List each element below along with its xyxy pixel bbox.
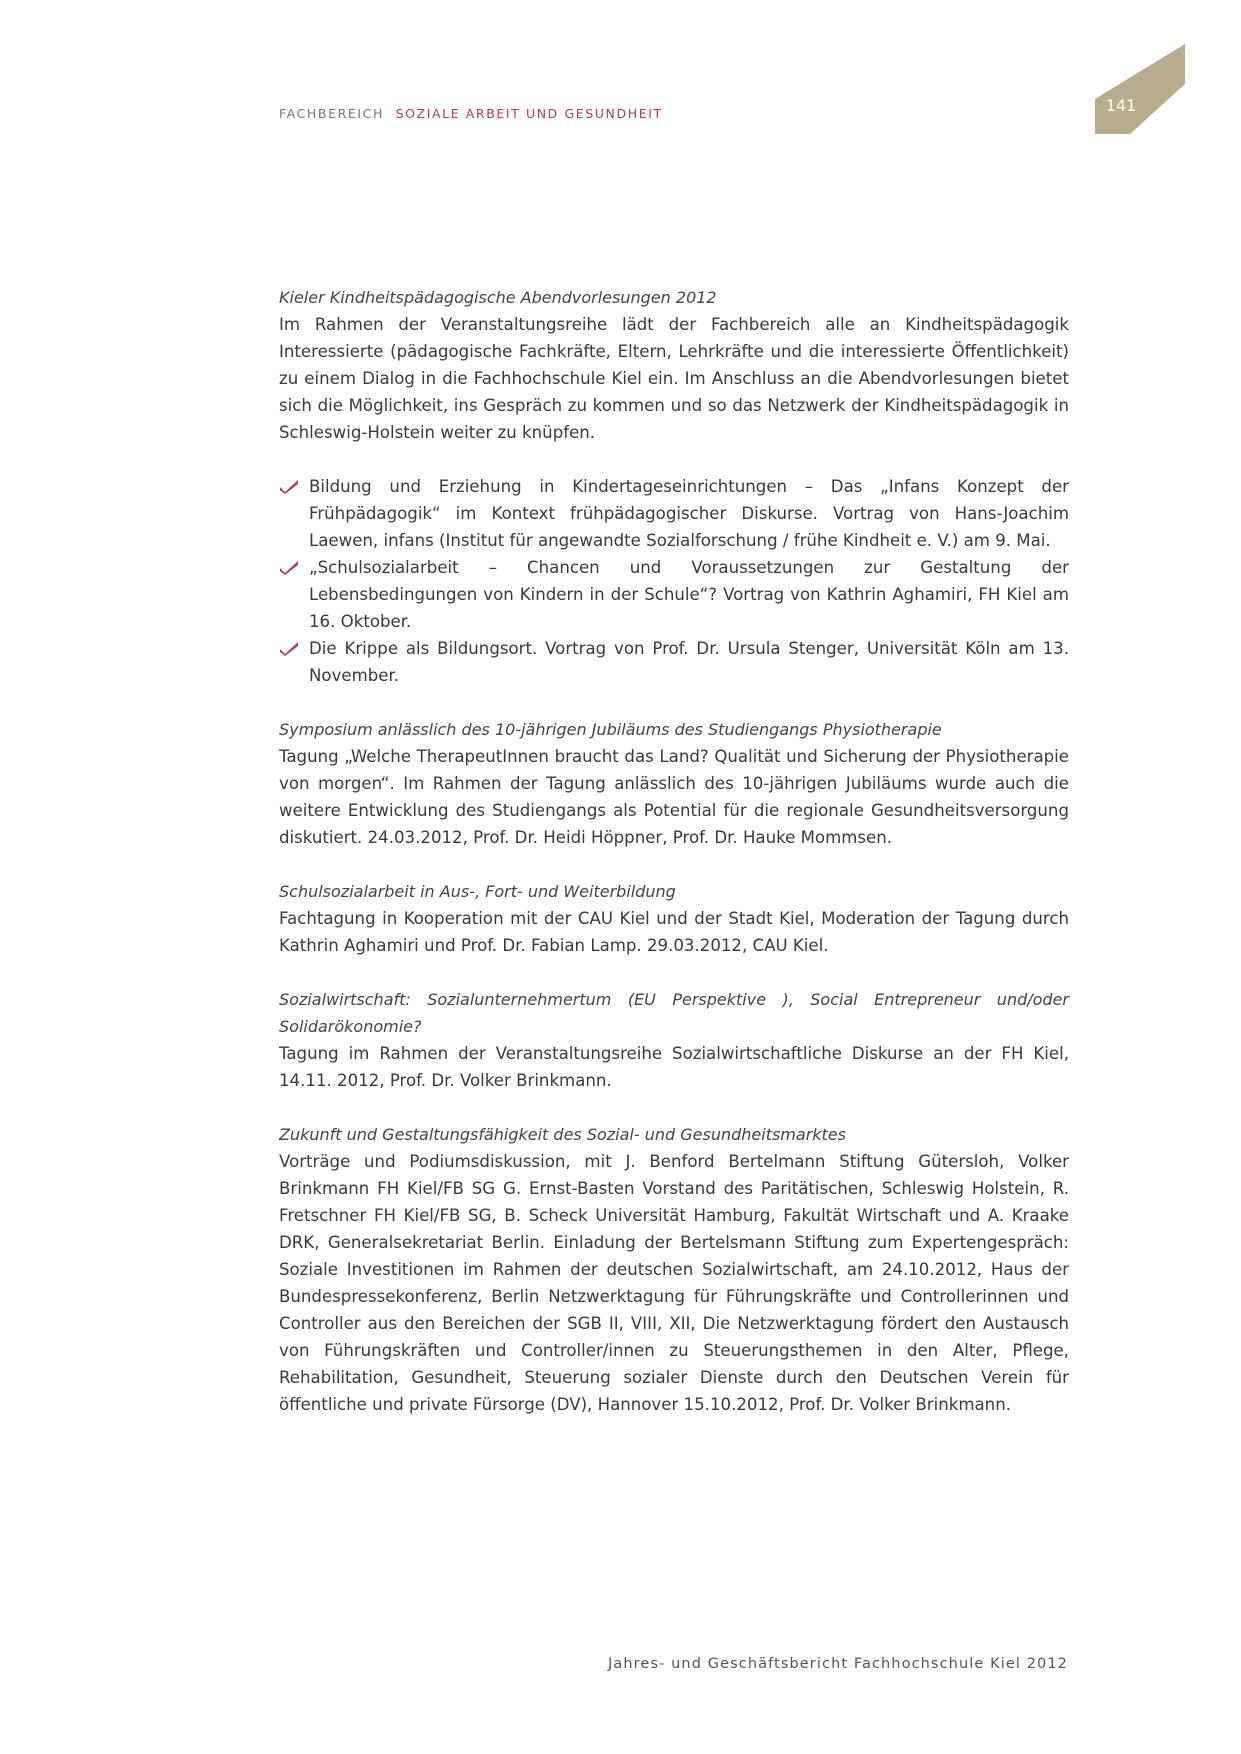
- running-header: [279, 106, 663, 121]
- list-item-text: Die Krippe als Bildungsort. Vortrag von Prof. Dr. Ursula Stenger, Universität Köln am 13. November.: [309, 639, 1069, 685]
- list-item-text: Bildung und Erziehung in Kindertageseinrichtungen – Das „Infans Konzept der Frühpädagogik“ im Kontext frühpädagogischer Diskurse. Vortrag von Hans-Joachim Laewen, infans (Institut für angewandte Sozialforschung / frühe Kindheit e. V.) am 9. Mai.: [309, 477, 1069, 550]
- section-heading-abendvorlesungen: Kieler Kindheitspädagogische Abendvorlesungen 2012: [279, 288, 717, 307]
- checkmark-icon: [279, 559, 299, 575]
- section-body-zukunft: Vorträge und Podiumsdiskussion, mit J. Benford Bertelmann Stiftung Gütersloh, Volker Brinkmann FH Kiel/FB SG G. Ernst-Basten Vorstand des Paritätischen, Schleswig Holstein, R. Fretschner FH Kiel/FB SG, B. Scheck Universität Hamburg, Fakultät Wirtschaft und A. Kraake DRK, Generalsekretariat Berlin. Einladung der Bertelsmann Stiftung zum Expertengespräch: Soziale Investitionen im Rahmen der deutschen Sozialwirtschaft, am 24.10.2012, Haus der Bundespressekonferenz, Berlin Netzwerktagung für Führungskräfte und Controllerinnen und Controller aus den Bereichen der SGB II, VIII, XII, Die Netzwerktagung fördert den Austausch von Führungskräften und Controller/innen zu Steuerungsthemen in den Alter, Pflege, Rehabilitation, Gesundheit, Steuerung sozialer Dienste durch den Deutschen Verein für öffentliche und private Fürsorge (DV), Hannover 15.10.2012, Prof. Dr. Volker Brinkmann.: [279, 1152, 1069, 1414]
- section-body-symposium: Tagung „Welche TherapeutInnen braucht das Land? Qualität und Sicherung der Physiotherapie von morgen“. Im Rahmen der Tagung anlässlich des 10-jährigen Jubiläums wurde auch die weitere Entwicklung des Studiengangs als Potential für die regionale Gesundheitsversorgung diskutiert. 24.03.2012, Prof. Dr. Heidi Höppner, Prof. Dr. Hauke Mommsen.: [279, 747, 1069, 847]
- section-heading-sozialwirtschaft: Sozialwirtschaft: Sozialunternehmertum (EU Perspektive ), Social Entrepreneur und/oder Solidarökonomie?: [279, 990, 1069, 1036]
- checkmark-icon: [279, 478, 299, 494]
- lecture-list: [279, 473, 1069, 689]
- list-item: [279, 473, 1069, 554]
- list-item-text: „Schulsozialarbeit – Chancen und Voraussetzungen zur Gestaltung der Lebensbedingungen von Kindern in der Schule“? Vortrag von Kathrin Aghamiri, FH Kiel am 16. Oktober.: [309, 558, 1069, 631]
- section-heading-symposium: Symposium anlässlich des 10-jährigen Jubiläums des Studiengangs Physiotherapie: [279, 720, 942, 739]
- list-item: [279, 635, 1069, 689]
- section-heading-schulsozialarbeit: Schulsozialarbeit in Aus-, Fort- und Weiterbildung: [279, 882, 676, 901]
- section-body-sozialwirtschaft: Tagung im Rahmen der Veranstaltungsreihe Sozialwirtschaftliche Diskurse an der FH Kiel, 14.11. 2012, Prof. Dr. Volker Brinkmann.: [279, 1044, 1069, 1090]
- section-heading-zukunft: Zukunft und Gestaltungsfähigkeit des Sozial- und Gesundheitsmarktes: [279, 1125, 846, 1144]
- list-item: [279, 554, 1069, 635]
- page-footer: Jahres- und Geschäftsbericht Fachhochschule Kiel 2012: [608, 1656, 1068, 1672]
- header-subtitle: SOZIALE ARBEIT UND GESUNDHEIT: [395, 106, 663, 121]
- page-number: 141: [1105, 96, 1137, 115]
- header-department: FACHBEREICH: [279, 106, 384, 121]
- page-corner-tab: [1095, 44, 1185, 134]
- checkmark-icon: [279, 640, 299, 656]
- main-content: [279, 284, 1069, 1418]
- section-body-schulsozialarbeit: Fachtagung in Kooperation mit der CAU Kiel und der Stadt Kiel, Moderation der Tagung durch Kathrin Aghamiri und Prof. Dr. Fabian Lamp. 29.03.2012, CAU Kiel.: [279, 909, 1069, 955]
- section-body-abendvorlesungen: Im Rahmen der Veranstaltungsreihe lädt der Fachbereich alle an Kindheitspädagogik Interessierte (pädagogische Fachkräfte, Eltern, Lehrkräfte und die interessierte Öffentlichkeit) zu einem Dialog in die Fachhochschule Kiel ein. Im Anschluss an die Abendvorlesungen bietet sich die Möglichkeit, ins Gespräch zu kommen und so das Netzwerk der Kindheitspädagogik in Schleswig-Holstein weiter zu knüpfen.: [279, 315, 1069, 442]
